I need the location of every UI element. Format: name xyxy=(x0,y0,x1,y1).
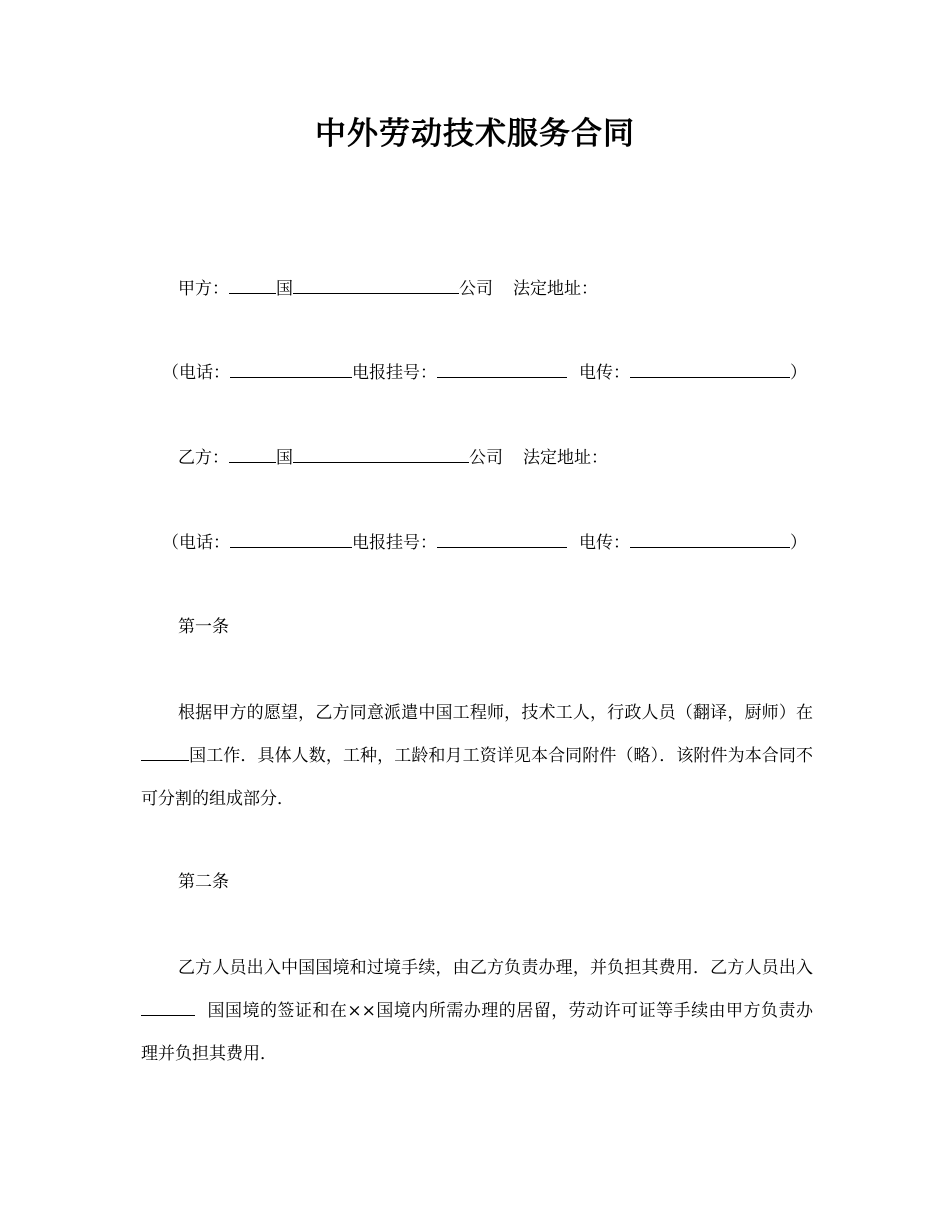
document-title: 中外劳动技术服务合同 xyxy=(315,116,635,152)
fax-label: 电传： xyxy=(579,533,630,553)
party-a-address-label: 法定地址： xyxy=(513,279,598,299)
party-b-telegram-blank[interactable] xyxy=(437,530,567,548)
party-a-line xyxy=(178,276,598,301)
open-paren: （ xyxy=(162,533,179,553)
article-1-country-blank[interactable] xyxy=(141,743,189,761)
party-a-phone-blank[interactable] xyxy=(230,360,352,378)
party-b-country-blank[interactable] xyxy=(229,445,276,463)
party-b-address-label: 法定地址： xyxy=(523,448,608,468)
article-1-heading: 第一条 xyxy=(178,617,229,637)
party-a-telegram-blank[interactable] xyxy=(437,360,567,378)
party-a-country-blank[interactable] xyxy=(229,276,276,294)
phone-label: 电话： xyxy=(179,363,230,383)
party-b-phone-blank[interactable] xyxy=(230,530,352,548)
article-1-text-after: 国工作．具体人数，工种，工龄和月工资详见本合同附件（略）．该附件为本合同不可分割的组成部分． xyxy=(141,746,813,809)
party-b-country-suffix: 国 xyxy=(276,448,293,468)
party-a-company-suffix: 公司 xyxy=(459,279,493,299)
telegram-label: 电报挂号： xyxy=(352,533,437,553)
open-paren: （ xyxy=(162,363,179,383)
party-a-contact-line xyxy=(162,360,807,385)
article-2-paragraph xyxy=(141,947,813,1076)
phone-label: 电话： xyxy=(179,533,230,553)
article-2-country-blank[interactable] xyxy=(141,998,195,1016)
party-b-fax-blank[interactable] xyxy=(630,530,790,548)
telegram-label: 电报挂号： xyxy=(352,363,437,383)
party-a-fax-blank[interactable] xyxy=(630,360,790,378)
article-2-text-after: 国国境的签证和在××国境内所需办理的居留，劳动许可证等手续由甲方负责办理并负担其费用． xyxy=(141,1001,813,1064)
party-b-contact-line xyxy=(162,530,807,555)
party-b-company-blank[interactable] xyxy=(293,445,469,463)
party-b-label: 乙方： xyxy=(178,448,229,468)
close-paren: ） xyxy=(790,363,807,383)
close-paren: ） xyxy=(790,533,807,553)
article-1-text-before: 根据甲方的愿望，乙方同意派遣中国工程师，技术工人，行政人员（翻译，厨师）在 xyxy=(178,703,813,723)
party-b-line xyxy=(178,445,608,470)
article-2-heading: 第二条 xyxy=(178,872,229,892)
party-a-company-blank[interactable] xyxy=(293,276,459,294)
article-1-paragraph xyxy=(141,692,813,821)
party-a-label: 甲方： xyxy=(178,279,229,299)
article-2-text-before: 乙方人员出入中国国境和过境手续，由乙方负责办理，并负担其费用．乙方人员出入 xyxy=(178,958,813,978)
party-b-company-suffix: 公司 xyxy=(469,448,503,468)
party-a-country-suffix: 国 xyxy=(276,279,293,299)
fax-label: 电传： xyxy=(579,363,630,383)
